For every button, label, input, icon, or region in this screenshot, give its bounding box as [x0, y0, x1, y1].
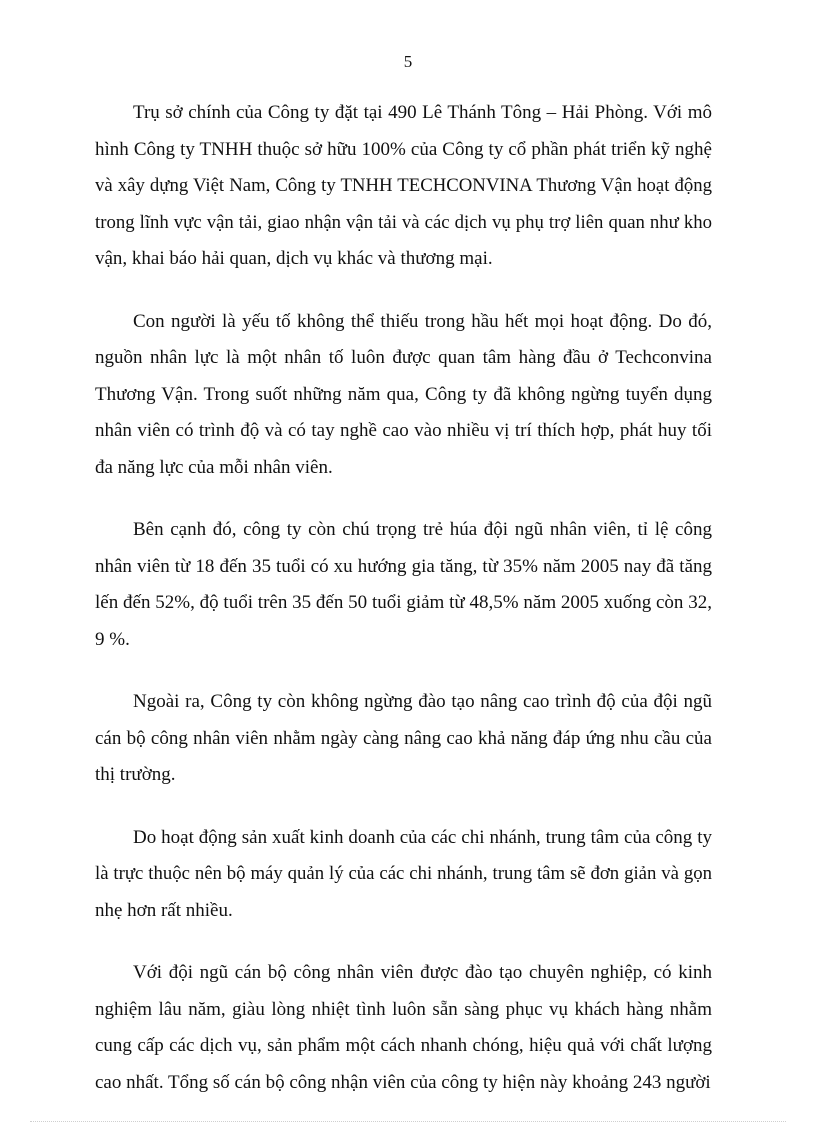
paragraph-line: hình Công ty TNHH thuộc sở hữu 100% của Công ty cổ phần phát triển kỹ nghệ: [95, 138, 712, 160]
paragraph-line: cung cấp các dịch vụ, sản phẩm một cách nhanh chóng, hiệu quả với chất lượng: [95, 1035, 712, 1056]
paragraph-line: và xây dựng Việt Nam, Công ty TNHH TECHCONVINA Thương Vận hoạt động: [95, 175, 712, 196]
paragraph-1: [95, 95, 712, 278]
paragraph-line: nghiệm lâu năm, giàu lòng nhiệt tình luôn sẵn sàng phục vụ khách hàng nhằm: [95, 998, 712, 1020]
paragraph-line: vận, khai báo hải quan, dịch vụ khác và thương mại.: [95, 248, 493, 269]
paragraph-line: đa năng lực của mỗi nhân viên.: [95, 456, 333, 478]
paragraph-3: [95, 512, 712, 658]
document-body: [95, 95, 712, 1127]
paragraph-line: Thương Vận. Trong suốt những năm qua, Công ty đã không ngừng tuyển dụng: [95, 383, 712, 405]
paragraph-line: Với đội ngũ cán bộ công nhân viên được đào tạo chuyên nghiệp, có kinh: [133, 962, 712, 983]
paragraph-6: [95, 955, 712, 1101]
paragraph-line: 9 %.: [95, 628, 130, 650]
paragraph-line: là trực thuộc nên bộ máy quản lý của các chi nhánh, trung tâm sẽ đơn giản và gọn: [95, 863, 712, 884]
paragraph-line: trong lĩnh vực vận tải, giao nhận vận tải và các dịch vụ phụ trợ liên quan như kho: [95, 211, 712, 233]
paragraph-line: nhân viên có trình độ và có tay nghề cao vào nhiều vị trí thích hợp, phát huy tối: [95, 420, 712, 441]
paragraph-line: Ngoài ra, Công ty còn không ngừng đào tạo nâng cao trình độ của đội ngũ: [133, 691, 712, 712]
paragraph-5: [95, 820, 712, 930]
page-bottom-border: [30, 1121, 786, 1122]
page-number: 5: [403, 52, 413, 71]
paragraph-line: nhẹ hơn rất nhiều.: [95, 899, 233, 921]
paragraph-line: cán bộ công nhân viên nhằm ngày càng nâng cao khả năng đáp ứng nhu cầu của: [95, 727, 712, 749]
paragraph-line: nhân viên từ 18 đến 35 tuổi có xu hướng gia tăng, từ 35% năm 2005 nay đã tăng: [95, 555, 712, 577]
paragraph-2: [95, 304, 712, 487]
paragraph-4: [95, 684, 712, 794]
paragraph-line: Do hoạt động sản xuất kinh doanh của các chi nhánh, trung tâm của công ty: [133, 826, 712, 848]
paragraph-line: nguồn nhân lực là một nhân tố luôn được quan tâm hàng đầu ở Techconvina: [95, 347, 712, 368]
paragraph-line: lến đến 52%, độ tuổi trên 35 đến 50 tuổi giảm từ 48,5% năm 2005 xuống còn 32,: [95, 592, 712, 613]
paragraph-line: Bên cạnh đó, công ty còn chú trọng trẻ húa đội ngũ nhân viên, tỉ lệ công: [133, 519, 712, 540]
paragraph-line: cao nhất. Tổng số cán bộ công nhận viên của công ty hiện này khoảng 243 người: [95, 1071, 711, 1093]
paragraph-line: Trụ sở chính của Công ty đặt tại 490 Lê Thánh Tông – Hải Phòng. Với mô: [133, 102, 712, 123]
paragraph-line: thị trường.: [95, 764, 176, 785]
paragraph-line: Con người là yếu tố không thể thiếu trong hầu hết mọi hoạt động. Do đó,: [133, 310, 712, 332]
